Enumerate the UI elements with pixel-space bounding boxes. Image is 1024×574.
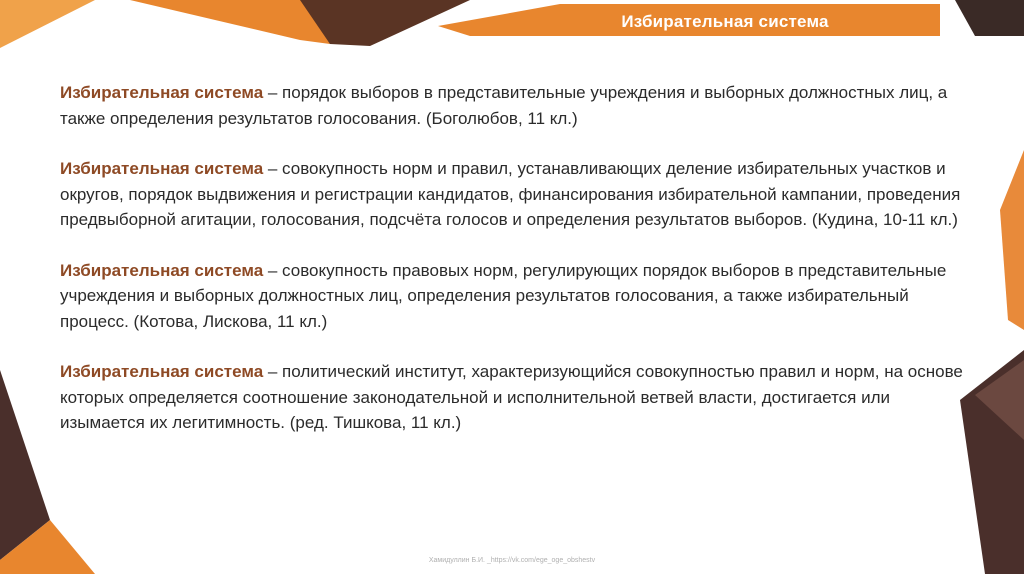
definition-text: – совокупность правовых норм, регулирующих порядок выборов в представительные учреждения и выборных должностных лиц, определения результатов голосования, а также избирательный процесс. (Котова, Лискова, 11 кл.) (60, 260, 947, 331)
definition-text: – порядок выборов в представительные учреждения и выборных должностных лиц, а также определения результатов голосования. (Боголюбов, 11 кл.) (60, 83, 948, 128)
definition-text: – политический институт, характеризующийся совокупностью правил и норм, на основе которых определяется соотношение законодательной и исполнительной ветвей власти, достигается или изымается их легитимность. (ред. Тишкова, 11 кл.) (60, 362, 963, 432)
definition-text: – совокупность норм и правил, устанавливающих деление избирательных участков и округов, порядок выдвижения и регистрации кандидатов, финансирования избирательной кампании, проведения предвыборной агитации, голосования, подсчёта голосов и определения результатов выборов. (Кудина, 10-11 кл.) (60, 159, 961, 229)
top-left-orange-shard (0, 0, 95, 48)
definition-term: Избирательная система (60, 159, 264, 178)
definition-item (60, 80, 975, 131)
right-orange-shard (1000, 150, 1024, 330)
definition-item (60, 359, 975, 436)
slide-title-banner (470, 7, 940, 37)
definition-term: Избирательная система (60, 362, 264, 381)
definition-item (60, 156, 975, 233)
slide-title: Избирательная система (621, 12, 829, 31)
definitions-list (60, 80, 975, 461)
definition-term: Избирательная система (60, 83, 264, 102)
definition-term: Избирательная система (60, 260, 264, 280)
top-right-dark-block (955, 0, 1024, 36)
footer-credit: Хамидуллин Б.И. _https://vk.com/ege_oge_obshestv (428, 557, 596, 564)
definition-item (60, 258, 975, 335)
